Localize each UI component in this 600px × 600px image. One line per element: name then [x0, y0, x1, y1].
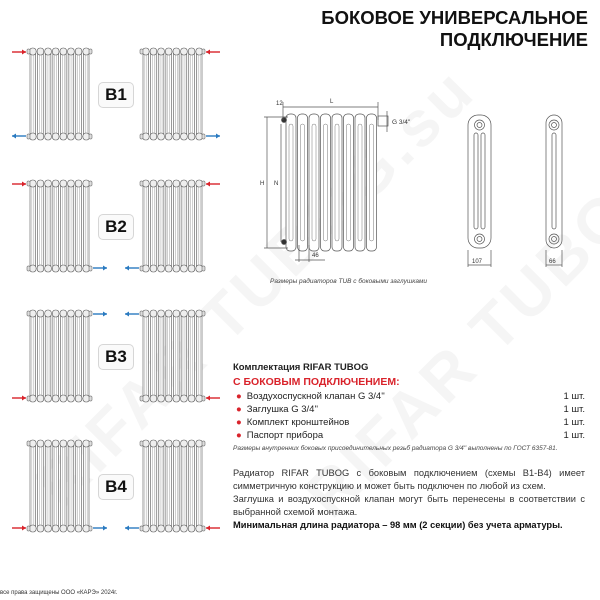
radiator-section: [158, 183, 164, 269]
radiator-section: [181, 183, 187, 269]
radiator-section: [68, 443, 74, 529]
kit-item-name: Воздухоспускной клапан G 3/4'': [246, 391, 385, 402]
title-line-1: БОКОВОЕ УНИВЕРСАЛЬНОЕ: [321, 7, 588, 28]
dim-L: L: [330, 99, 334, 105]
kit-item-name: Заглушка G 3/4'': [246, 404, 319, 415]
radiator-section: [143, 443, 149, 529]
dim-N: N: [274, 181, 279, 187]
thread-label: G 3/4'': [392, 119, 411, 126]
kit-item: [233, 429, 585, 442]
supply-arrow-icon: [206, 526, 220, 531]
radiator-section: [174, 51, 180, 137]
description-p2: Заглушка и воздухоспускной клапан могут быть перенесены в соответствии с выбранной схемой монтажа.: [233, 494, 585, 517]
dim-46: 46: [312, 253, 319, 259]
radiator-section: [45, 51, 51, 137]
supply-arrow-icon: [12, 50, 26, 55]
radiator-section: [38, 313, 44, 399]
description-p3: Минимальная длина радиатора – 98 мм (2 секции) без учета арматуры.: [233, 520, 563, 530]
scheme-label-b1: B1: [98, 82, 134, 108]
radiator-section: [158, 443, 164, 529]
connection-pipe: [378, 116, 388, 126]
kit-item-name: Комплект кронштейнов: [246, 417, 350, 428]
radiator-section: [298, 114, 308, 251]
radiator-section: [355, 114, 365, 251]
radiator-section: [30, 313, 36, 399]
scheme-label-b3: B3: [98, 344, 134, 370]
radiator-section: [83, 51, 89, 137]
radiator-section: [367, 114, 377, 251]
radiator-section: [166, 51, 172, 137]
bullet-icon: ●: [236, 391, 242, 402]
kit-note: Размеры внутренних боковых присоединительных резьб радиатора G 3/4'' выполнены по ГОСТ 6357-81.: [233, 445, 558, 452]
radiator-section: [53, 443, 59, 529]
radiator-section: [189, 183, 195, 269]
radiator-section: [189, 443, 195, 529]
radiator-section: [143, 51, 149, 137]
radiator-section: [174, 443, 180, 529]
radiator-section: [76, 51, 82, 137]
return-arrow-icon: [93, 312, 107, 317]
return-arrow-icon: [93, 526, 107, 531]
radiator-section: [151, 313, 157, 399]
radiator-section: [189, 313, 195, 399]
radiator-section: [158, 313, 164, 399]
radiator-section: [68, 51, 74, 137]
side-view-107: [468, 115, 491, 267]
radiator-section: [196, 443, 202, 529]
radiator-section: [158, 51, 164, 137]
copyright: все права защищены ООО «КАРЭ» 2024г.: [0, 590, 118, 596]
kit-item-qty: 1 шт.: [563, 430, 585, 441]
radiator-section: [151, 443, 157, 529]
radiator-section: [38, 443, 44, 529]
scheme-label-b4: B4: [98, 474, 134, 500]
radiator-section: [76, 443, 82, 529]
page-title: [321, 7, 588, 51]
supply-arrow-icon: [206, 50, 220, 55]
supply-arrow-icon: [12, 182, 26, 187]
radiator-right: [140, 180, 205, 272]
supply-arrow-icon: [206, 182, 220, 187]
radiator-section: [45, 313, 51, 399]
kit-subtitle: С БОКОВЫМ ПОДКЛЮЧЕНИЕМ:: [233, 376, 400, 388]
title-line-2: ПОДКЛЮЧЕНИЕ: [439, 29, 588, 50]
radiator-section: [321, 114, 331, 251]
dim-66: 66: [549, 259, 556, 265]
radiator-section: [174, 183, 180, 269]
radiator-right: [140, 48, 205, 140]
radiator-left: [27, 440, 92, 532]
radiator-section: [143, 183, 149, 269]
return-arrow-icon: [125, 312, 139, 317]
radiator-section: [38, 183, 44, 269]
radiator-section: [181, 313, 187, 399]
radiator-section: [83, 313, 89, 399]
radiator-section: [53, 313, 59, 399]
radiator-section: [76, 313, 82, 399]
radiator-section: [45, 443, 51, 529]
radiator-section: [53, 183, 59, 269]
supply-arrow-icon: [12, 526, 26, 531]
radiator-section: [189, 51, 195, 137]
kit-title: Комплектация RIFAR TUBOG: [233, 362, 369, 373]
return-arrow-icon: [125, 526, 139, 531]
kit-item-name: Паспорт прибора: [246, 430, 324, 441]
side-view-66: [546, 115, 562, 267]
scheme-label-b2: B2: [98, 214, 134, 240]
radiator-right: [140, 440, 205, 532]
radiator-left: [27, 48, 92, 140]
drawing-caption: Размеры радиаторов TUB с боковыми заглушками: [270, 278, 428, 285]
radiator-section: [151, 183, 157, 269]
radiator-section: [166, 183, 172, 269]
radiator-right: [140, 310, 205, 402]
kit-item-qty: 1 шт.: [563, 391, 585, 402]
radiator-section: [30, 183, 36, 269]
radiator-section: [181, 51, 187, 137]
supply-arrow-icon: [12, 396, 26, 401]
radiator-section: [68, 183, 74, 269]
return-arrow-icon: [12, 134, 26, 139]
dimension-drawing: [250, 90, 590, 280]
radiator-section: [61, 51, 67, 137]
dim-12: 12: [276, 101, 283, 107]
return-arrow-icon: [206, 134, 220, 139]
radiator-section: [166, 443, 172, 529]
radiator-left: [27, 180, 92, 272]
radiator-section: [196, 313, 202, 399]
radiator-section: [181, 443, 187, 529]
radiator-section: [61, 313, 67, 399]
radiator-section: [344, 114, 354, 251]
radiator-section: [30, 51, 36, 137]
radiator-section: [332, 114, 342, 251]
supply-arrow-icon: [206, 396, 220, 401]
radiator-section: [53, 51, 59, 137]
radiator-section: [83, 183, 89, 269]
radiator-section: [68, 313, 74, 399]
radiator-section: [83, 443, 89, 529]
bullet-icon: ●: [236, 430, 242, 441]
radiator-section: [174, 313, 180, 399]
radiator-section: [151, 51, 157, 137]
bullet-icon: ●: [236, 417, 242, 428]
radiator-section: [143, 313, 149, 399]
radiator-section: [309, 114, 319, 251]
radiator-section: [30, 443, 36, 529]
radiator-section: [61, 183, 67, 269]
radiator-section: [45, 183, 51, 269]
bullet-icon: ●: [236, 404, 242, 415]
kit-item-qty: 1 шт.: [563, 417, 585, 428]
description-p1: Радиатор RIFAR TUBOG с боковым подключением (схемы B1-B4) имеет симметричную конструкцию и может быть подключен по любой из схем.: [233, 468, 585, 491]
kit-item: [233, 390, 585, 403]
radiator-section: [286, 114, 296, 251]
radiator-left: [27, 310, 92, 402]
kit-section: [233, 362, 585, 452]
radiator-section: [76, 183, 82, 269]
return-arrow-icon: [125, 266, 139, 271]
kit-item: [233, 416, 585, 429]
radiator-section: [196, 51, 202, 137]
description: [233, 467, 585, 532]
kit-item-qty: 1 шт.: [563, 404, 585, 415]
radiator-section: [196, 183, 202, 269]
front-view-radiator: [282, 114, 377, 251]
dim-H: H: [260, 181, 265, 187]
radiator-section: [166, 313, 172, 399]
radiator-section: [38, 51, 44, 137]
dim-107: 107: [472, 259, 483, 265]
kit-item: [233, 403, 585, 416]
radiator-section: [61, 443, 67, 529]
return-arrow-icon: [93, 266, 107, 271]
